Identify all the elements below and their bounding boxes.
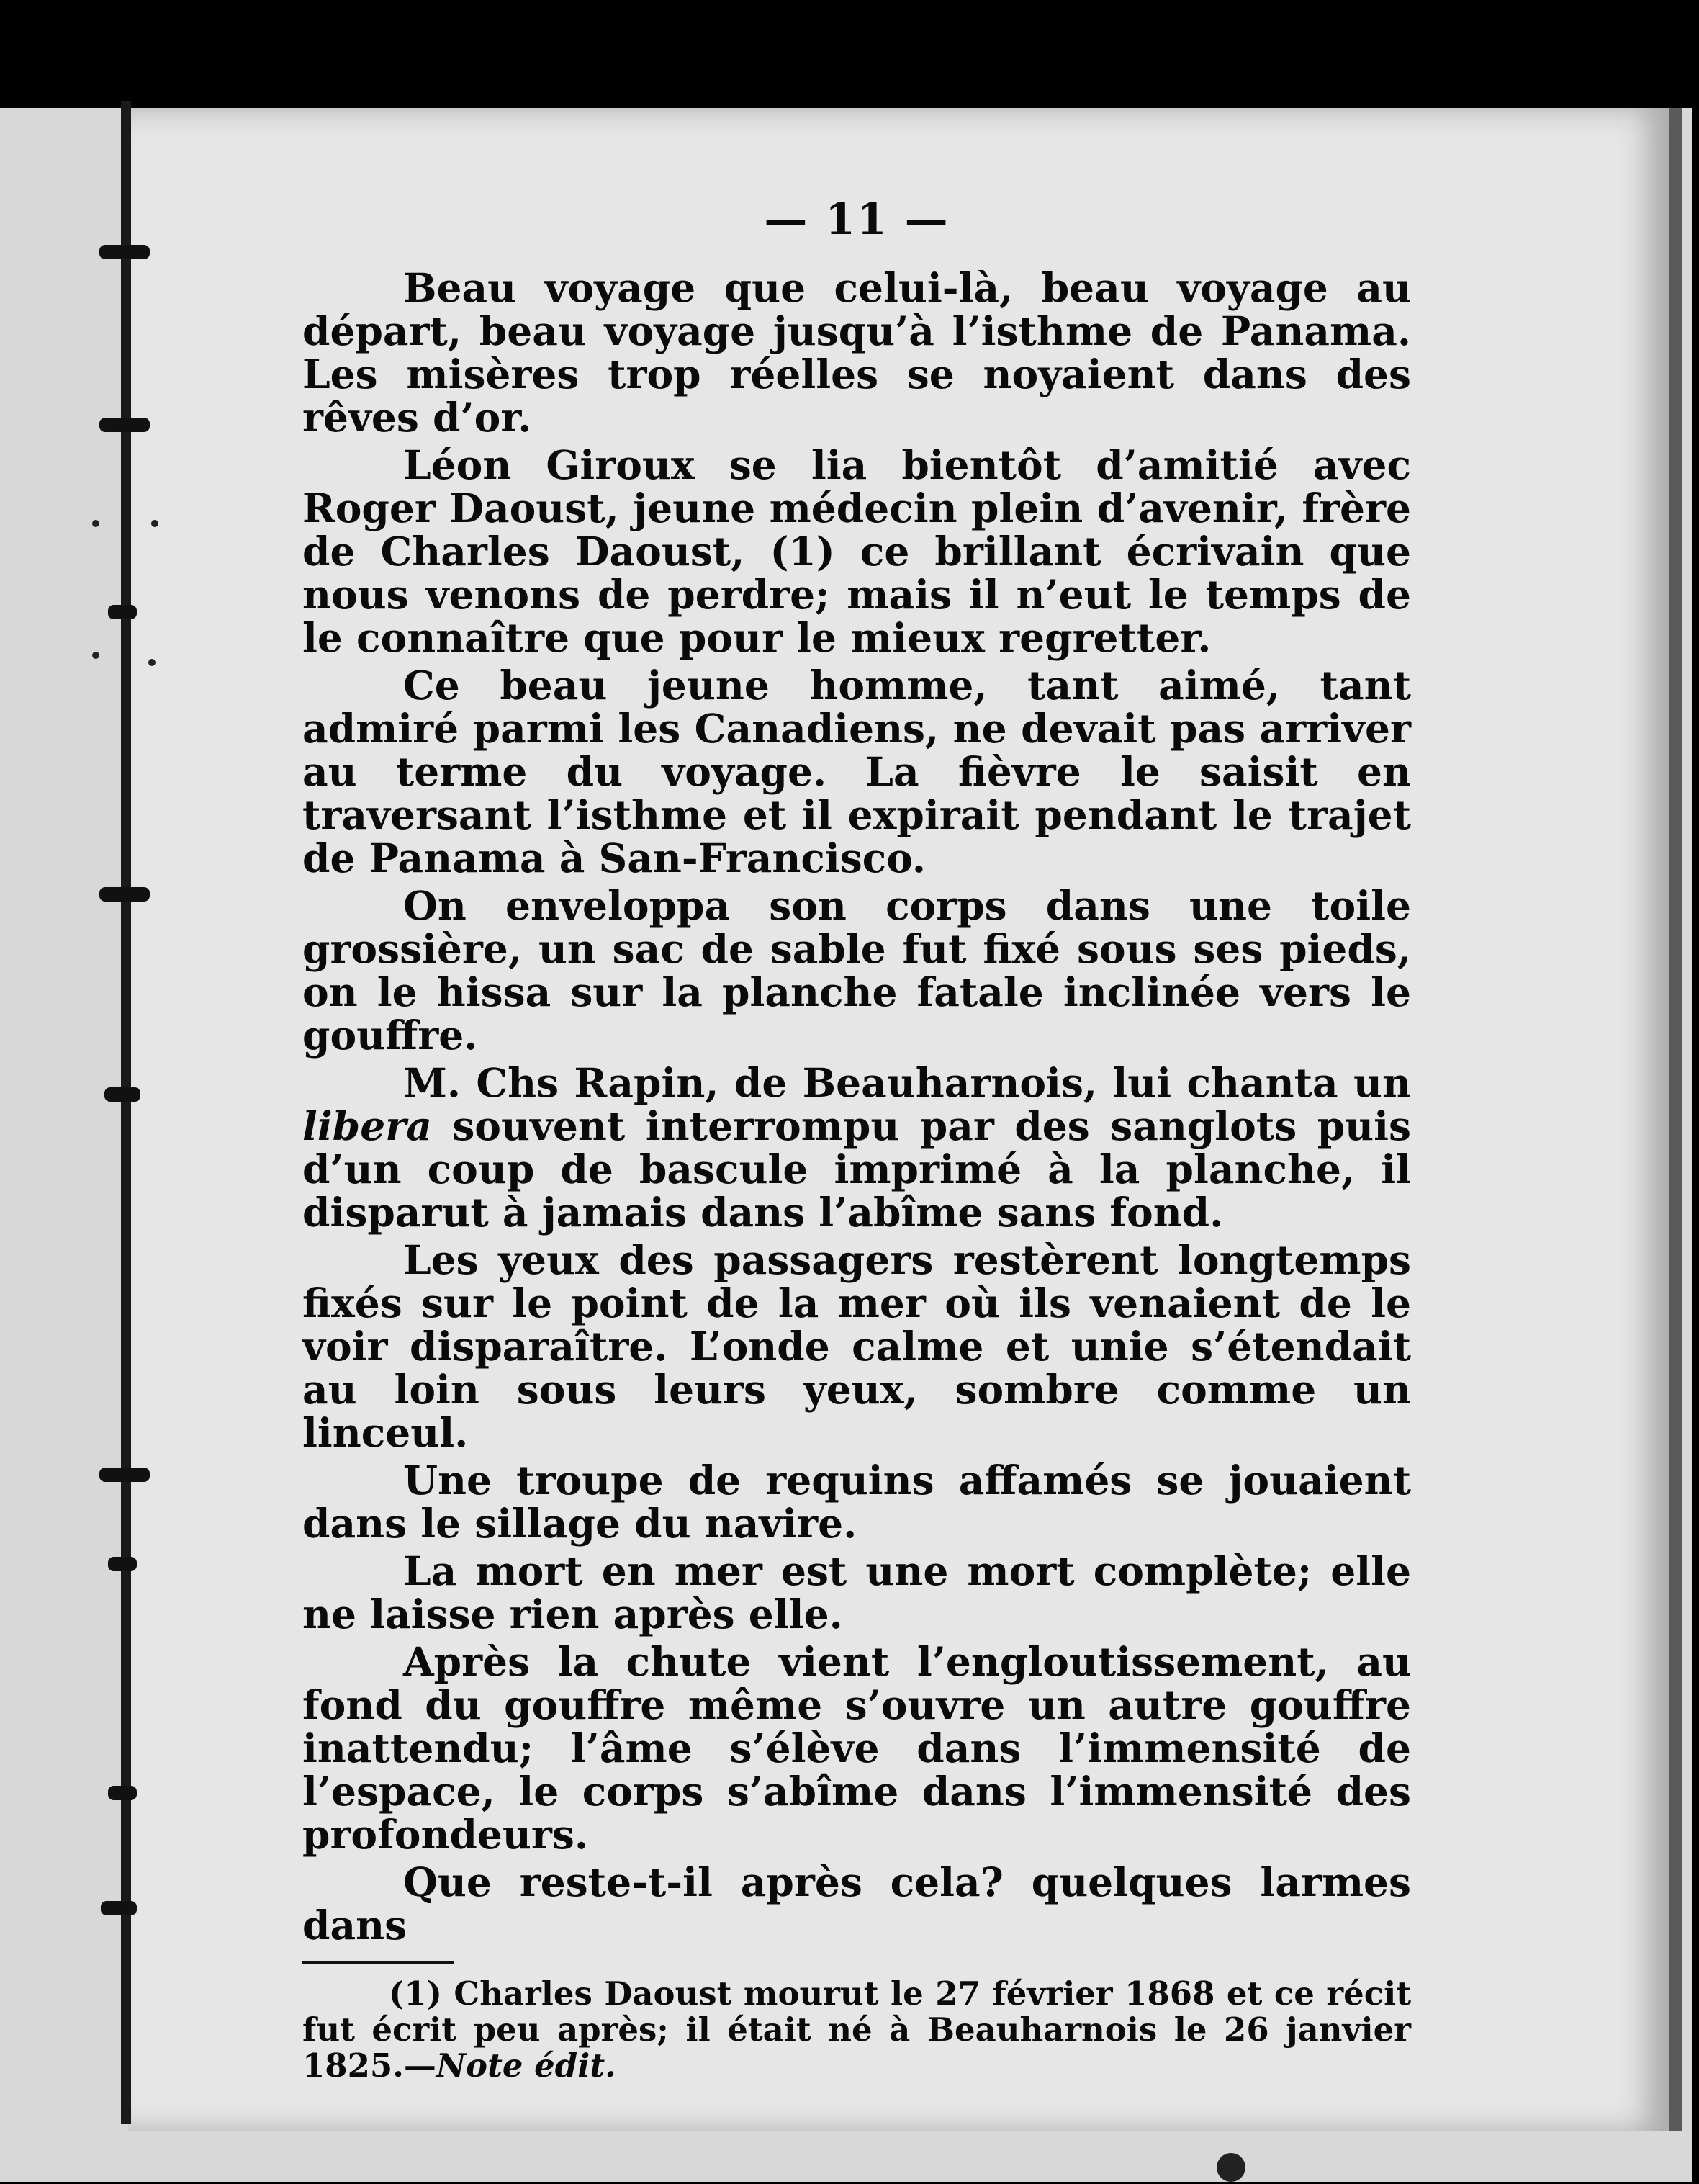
- binding-mark: [99, 418, 150, 432]
- binding-mark: [99, 245, 150, 259]
- binding-mark: [99, 1468, 150, 1482]
- paragraph: La mort en mer est une mort complète; elle ne laisse rien après elle.: [302, 1547, 1411, 1637]
- paragraph-rapin: [302, 1061, 1411, 1234]
- binding-mark: [108, 605, 137, 619]
- paragraph: Après la chute vient l’engloutissement, au fond du gouffre même s’ouvre un autre gouffre inattendu; l’âme s’élève dans l’immensité de l’espace, le corps s’abîme dans l’immensité des profondeurs.: [302, 1638, 1411, 1858]
- page-content: [302, 194, 1411, 2084]
- binding-spine: [121, 101, 131, 2124]
- binding-mark: [104, 1087, 140, 1102]
- binding-mark: [101, 1901, 137, 1915]
- paragraph: On enveloppa son corps dans une toile grossière, un sac de sable fut fixé sous ses pieds, on le hissa sur la planche fatale inclinée vers le gouffre.: [302, 882, 1411, 1059]
- paragraph-text: M. Chs Rapin, de Beauharnois, lui chanta un: [403, 1059, 1411, 1106]
- speck: [92, 652, 99, 659]
- page-number: — 11 —: [764, 194, 950, 245]
- footnote-divider: [302, 1961, 454, 1964]
- footnote-text: (1) Charles Daoust mourut le 27 février 1868 et ce récit fut écrit peu après; il était né à Beauharnois le 26 janvier 1825.—: [302, 1974, 1411, 2085]
- binding-mark: [99, 887, 150, 902]
- paragraph: Beau voyage que celui-là, beau voyage au départ, beau voyage jusqu’à l’isthme de Panama. Les misères trop réelles se noyaient dans des rêves d’or.: [302, 264, 1411, 441]
- binding-mark: [108, 1786, 137, 1800]
- paragraph: Ce beau jeune homme, tant aimé, tant admiré parmi les Canadiens, ne devait pas arriver au terme du voyage. La fièvre le saisit en traversant l’isthme et il expirait pendant le trajet de Panama à San-Francisco.: [302, 662, 1411, 881]
- footnote: [302, 1976, 1411, 2084]
- paragraph-italic-word: libera: [302, 1102, 432, 1149]
- paragraph: Léon Giroux se lia bientôt d’amitié avec Roger Daoust, jeune médecin plein d’avenir, frère de Charles Daoust, (1) ce brillant écrivain que nous venons de perdre; mais il n’eut le temps de le connaître que pour le mieux regretter.: [302, 441, 1411, 661]
- speck: [1217, 2153, 1245, 2182]
- footnote-editor-note: Note édit.: [436, 2046, 616, 2085]
- paragraph-text: souvent interrompu par des sanglots puis d’un coup de bascule imprimé à la planche, il disparut à jamais dans l’abîme sans fond.: [302, 1102, 1411, 1236]
- paragraph: Les yeux des passagers restèrent longtemps fixés sur le point de la mer où ils venaient de le voir disparaître. L’onde calme et unie s’étendait au loin sous leurs yeux, sombre comme un linceul.: [302, 1236, 1411, 1456]
- speck: [148, 659, 156, 666]
- speck: [92, 520, 99, 527]
- paragraph: Une troupe de requins affamés se jouaient dans le sillage du navire.: [302, 1457, 1411, 1547]
- binding-mark: [108, 1557, 137, 1571]
- paragraph: Que reste-t-il après cela? quelques larmes dans: [302, 1859, 1411, 1949]
- speck: [151, 520, 158, 527]
